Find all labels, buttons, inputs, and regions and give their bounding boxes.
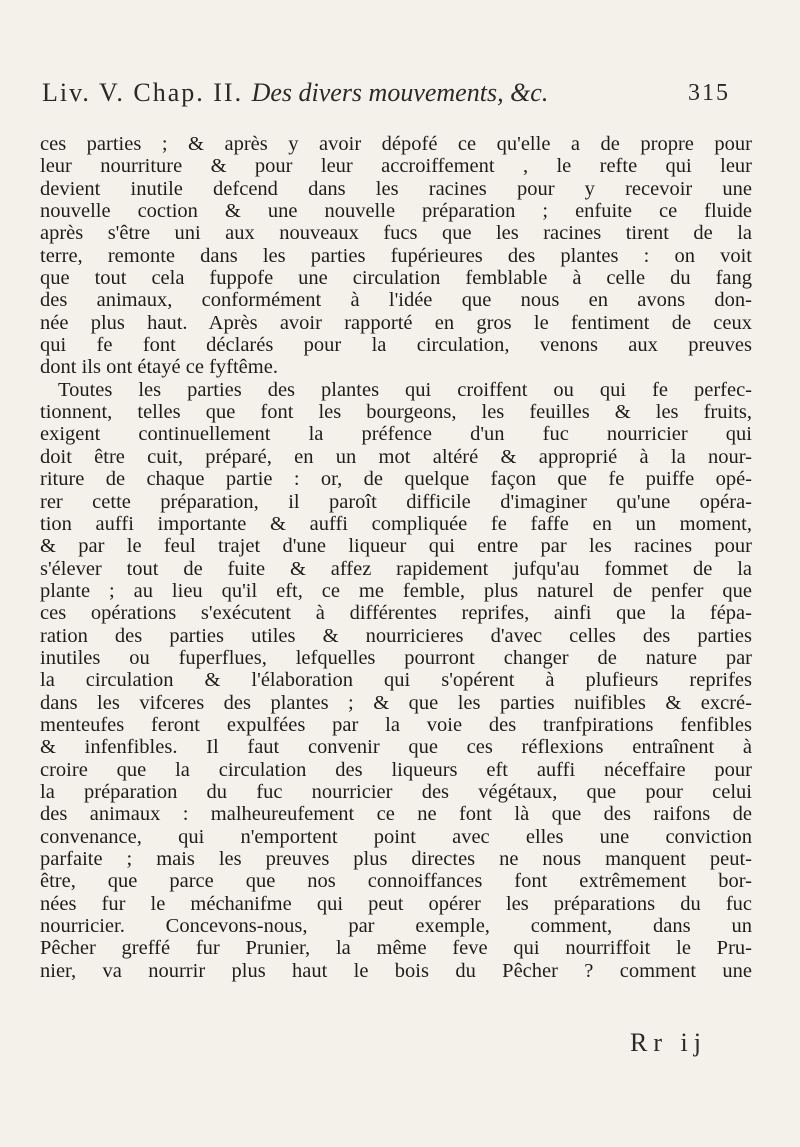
text-line: nier, va nourrir plus haut le bois du Pêcher ? comment une xyxy=(40,959,752,982)
text-line: plante ; au lieu qu'il eft, ce me femble, plus naturel de penfer que xyxy=(40,579,752,602)
text-line: des animaux, conformément à l'idée que nous en avons don- xyxy=(40,289,752,312)
text-line: Pêcher greffé fur Prunier, la même feve qui nourriffoit le Pru- xyxy=(40,937,752,960)
text-line: née plus haut. Après avoir rapporté en gros le fentiment de ceux xyxy=(40,311,752,334)
text-line: s'élever tout de fuite & affez rapidement jufqu'au fommet de la xyxy=(40,557,752,580)
text-line: devient inutile defcend dans les racines pour y recevoir une xyxy=(40,177,752,200)
page-number: 315 xyxy=(688,80,730,106)
text-line: inutiles ou fuperflues, lefquelles pourront changer de nature par xyxy=(40,646,752,669)
text-line: & infenfibles. Il faut convenir que ces réflexions entraînent à xyxy=(40,736,752,759)
text-line: la préparation du fuc nourricier des végétaux, que pour celui xyxy=(40,780,752,803)
text-line: Toutes les parties des plantes qui croiffent ou qui fe perfec- xyxy=(58,378,752,401)
text-line: ration des parties utiles & nourricieres d'avec celles des parties xyxy=(40,624,752,647)
text-line: leur nourriture & pour leur accroiffement , le refte qui leur xyxy=(40,155,752,178)
text-line: riture de chaque partie : or, de quelque façon que fe puiffe opé- xyxy=(40,468,752,491)
text-line: tion auffi importante & auffi compliquée fe faffe en un moment, xyxy=(40,512,752,535)
text-line: parfaite ; mais les preuves plus directes ne nous manquent peut- xyxy=(40,848,752,870)
text-line: croire que la circulation des liqueurs eft auffi néceffaire pour xyxy=(40,758,752,781)
signature-mark: Rr ij xyxy=(630,1028,707,1057)
running-title xyxy=(42,78,548,108)
running-header xyxy=(0,0,800,135)
text-line: doit être cuit, préparé, en un mot altéré & approprié à la nour- xyxy=(40,445,752,468)
text-line: nourricier. Concevons-nous, par exemple, comment, dans un xyxy=(40,915,752,938)
text-line: menteufes feront expulfées par la voie des tranfpirations fenfibles xyxy=(40,713,752,736)
text-line: exigent continuellement la préfence d'un fuc nourricier qui xyxy=(40,423,752,446)
text-line: nées fur le méchanifme qui peut opérer les préparations du fuc xyxy=(40,892,752,915)
text-line: qui fe font déclarés pour la circulation, venons aux preuves xyxy=(40,334,752,357)
body-text xyxy=(40,133,752,982)
text-line: ces parties ; & après y avoir dépofé ce qu'elle a de propre pour xyxy=(40,133,752,155)
text-line: la circulation & l'élaboration qui s'opérent à plufieurs reprifes xyxy=(40,669,752,692)
text-line: nouvelle coction & une nouvelle préparation ; enfuite ce fluide xyxy=(40,200,752,223)
text-line: terre, remonte dans les parties fupérieures des plantes : on voit xyxy=(40,244,752,267)
text-line: dans les vifceres des plantes ; & que les parties nuifibles & excré- xyxy=(40,691,752,714)
text-line: & par le feul trajet d'une liqueur qui entre par les racines pour xyxy=(40,535,752,558)
text-line: des animaux : malheureufement ce ne font là que des raifons de xyxy=(40,803,752,826)
text-line: tionnent, telles que font les bourgeons, les feuilles & les fruits, xyxy=(40,401,752,424)
text-line: convenance, qui n'emportent point avec elles une conviction xyxy=(40,825,752,848)
running-title-roman: Liv. V. Chap. II. xyxy=(42,78,244,107)
text-line: ces opérations s'exécutent à différentes reprifes, ainfi que la fépa- xyxy=(40,602,752,625)
text-line: dont ils ont étayé ce fyftême. xyxy=(40,356,278,379)
text-line: que tout cela fuppofe une circulation femblable à celle du fang xyxy=(40,267,752,290)
running-title-italic: Des divers mouvements, &c. xyxy=(251,78,549,107)
text-line: être, que parce que nos connoiffances font extrêmement bor- xyxy=(40,870,752,893)
text-line: après s'être uni aux nouveaux fucs que les racines tirent de la xyxy=(40,222,752,245)
text-line: rer cette préparation, il paroît difficile d'imaginer qu'une opéra- xyxy=(40,490,752,513)
